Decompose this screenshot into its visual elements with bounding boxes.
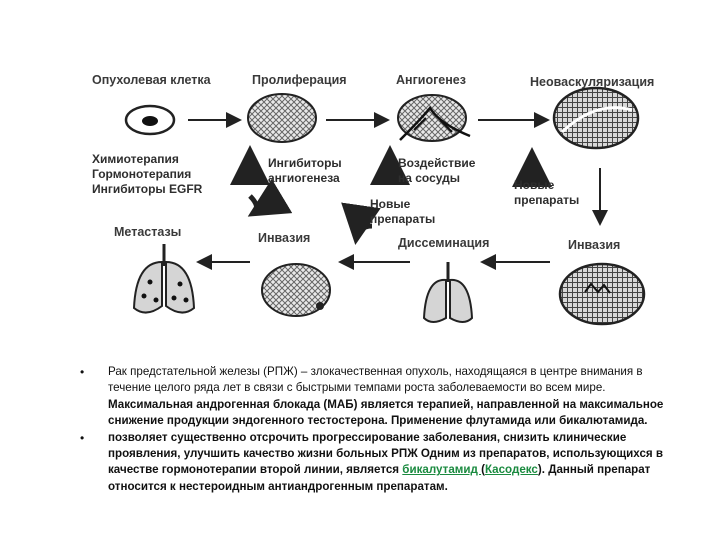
- dissemination-lungs-illustration: [424, 262, 472, 322]
- stage-metastases: Метастазы: [114, 225, 182, 239]
- bullet-item-2-text: [108, 430, 680, 496]
- tumor-cell-illustration: [126, 106, 174, 134]
- bullet-item-1: [80, 364, 680, 430]
- vessel-action-line1: Воздействие: [398, 156, 476, 170]
- bullet-2-part3: ). Данный препарат относится к нестероидным антиандрогенным препаратам.: [108, 463, 651, 493]
- stage-invasion-left: Инвазия: [258, 231, 311, 245]
- new-drugs-right-line1: Новые: [514, 178, 555, 192]
- bullet-marker: •: [80, 430, 85, 445]
- bullet-2-part2: (: [481, 463, 485, 477]
- therapy-egfr: Ингибиторы EGFR: [92, 182, 203, 196]
- stage-dissemination: Диссеминация: [398, 236, 490, 250]
- proliferation-illustration: [248, 94, 316, 142]
- bullet-list: [80, 364, 680, 495]
- metastases-lungs-illustration: [134, 244, 194, 313]
- bullet-item-1-text: [108, 364, 680, 430]
- bullet-item-2: [80, 430, 680, 496]
- inhibitors-line1: Ингибиторы: [268, 156, 342, 170]
- invasion-right-illustration: [560, 264, 644, 324]
- stage-proliferation: Пролиферация: [252, 73, 347, 87]
- vessel-action-line2: на сосуды: [398, 171, 461, 185]
- new-drugs-mid-line1: Новые: [370, 197, 411, 211]
- new-drugs-right-line2: препараты: [514, 193, 580, 207]
- vessel-action-label: [398, 156, 475, 186]
- stage-angiogenesis: Ангиогенез: [396, 73, 466, 87]
- bullet-1-part1: Рак предстательной железы (РПЖ) – злокачественная опухоль, находящаяся в центре внимания в течение целого ряда лет в связи с быстрыми темпами роста заболеваемости во всем мире.: [108, 365, 643, 395]
- new-drugs-mid-line2: препараты: [370, 212, 436, 226]
- stage-tumor-cell: Опухолевая клетка: [92, 73, 211, 87]
- bullet-marker: •: [80, 365, 85, 379]
- neovascularization-illustration: [554, 88, 638, 148]
- invasion-left-illustration: [262, 264, 330, 316]
- inhibitors-line2: ангиогенеза: [268, 171, 340, 185]
- therapy-chemo: Химиотерапия: [92, 152, 179, 166]
- link-bicalutamide[interactable]: бикалутамид: [402, 463, 482, 477]
- link-casodex[interactable]: Касодекс: [484, 463, 538, 477]
- angiogenesis-illustration: [398, 95, 470, 141]
- therapy-hormone: Гормонотерапия: [92, 167, 192, 181]
- bullet-2-part1: позволяет существенно отсрочить прогрессирование заболевания, снизить клинические проявления, улучшить качество жизни больных РПЖ Одним из препаратов, использующихся в качестве гормонотерапии второй линии, является: [108, 430, 664, 477]
- inhibitors-label: [268, 156, 342, 186]
- bullet-1-part2: Максимальная андрогенная блокада (МАБ) является терапией, направленной на максимальное снижение продукции эндогенного тестостерона. Применение флутамида или бикалютамида.: [108, 397, 664, 428]
- new-drugs-right-label: [514, 178, 579, 208]
- new-drugs-mid-label: [370, 197, 435, 227]
- stage-neovascularization: Неоваскуляризация: [530, 75, 655, 89]
- therapies-label: [92, 152, 202, 197]
- stage-invasion-right: Инвазия: [568, 238, 621, 252]
